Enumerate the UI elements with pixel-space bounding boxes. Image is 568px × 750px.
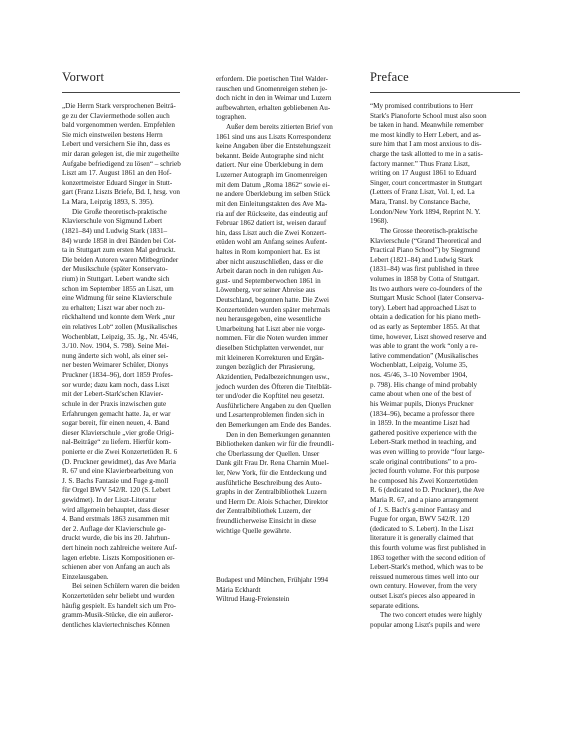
text-line: Löwenberg, vor seiner Abreise aus bbox=[216, 286, 316, 295]
text-line: (dedicated to S. Lebert). In the Liszt bbox=[370, 524, 474, 533]
text-line: gewidmet). In der Liszt-Literatur bbox=[62, 495, 157, 504]
text-line: gust- und Septemberwochen 1861 in bbox=[216, 276, 321, 285]
text-line: doch nicht in den in Weimar und Luzern bbox=[216, 94, 332, 103]
text-line: Bibliotheken danken wir für die freundli- bbox=[216, 440, 334, 449]
text-line: Mara, Transl. by Constance Bache, bbox=[370, 198, 471, 207]
text-line: Klavierschule von Sigmund Lebert bbox=[62, 217, 163, 226]
text-line: London/New York 1894, Reprint N. Y. bbox=[370, 207, 481, 216]
text-line: sure him that I am most anxious to dis- bbox=[370, 140, 482, 149]
text-line: scale original contributions” to a pro- bbox=[370, 457, 477, 466]
text-line: 1863 together with the second edition of bbox=[370, 553, 486, 562]
text-line: Einzelausgaben. bbox=[62, 572, 109, 581]
text-line: gart (Franz Liszts Briefe, Bd. I, hrsg. von bbox=[62, 188, 180, 197]
text-line: Its two authors were co-founders of the bbox=[370, 284, 483, 293]
text-line: tory). Lebert had approached Liszt to bbox=[370, 303, 477, 312]
text-line: Maria R. 67, and a piano arrangement bbox=[370, 495, 479, 504]
text-line: this fourth volume was first published in bbox=[370, 544, 486, 553]
text-line: rauschen und Gnomenreigen stehen je- bbox=[216, 84, 328, 93]
text-line: dieselben Stichplatten verwendet, nur bbox=[216, 344, 324, 353]
text-line: zu erhalten; Liszt war aber noch zu- bbox=[62, 303, 165, 312]
text-line: Luzerner Autograph im Gnomenreigen bbox=[216, 171, 328, 180]
text-line: popular among Liszt's pupils and were bbox=[370, 620, 481, 629]
text-line: mir daran gelegen ist, die mir zugetheilte bbox=[62, 150, 180, 159]
text-line: freundlicherweise Einsicht in diese bbox=[216, 517, 317, 526]
text-line: rium) in Stuttgart. Lebert wandte sich bbox=[62, 274, 170, 283]
text-line: bald vorgenommen werden. Empfehlen bbox=[62, 121, 175, 130]
text-line: ner besten Weimarer Schüler, Dionys bbox=[62, 361, 169, 370]
text-line: zungen bezüglich der Phrasierung, bbox=[216, 363, 315, 372]
text-line: Bei seinen Schülern waren die beiden bbox=[72, 582, 180, 591]
text-line: his Weimar pupils, Dionys Pruckner bbox=[370, 399, 474, 408]
text-line: mit der Lebert-Stark'schen Klavier- bbox=[62, 390, 164, 399]
text-line: ne andere Überklebung im selben Stück bbox=[216, 190, 331, 199]
text-line: own century. However, from the very bbox=[370, 582, 477, 591]
text-line: Klavierschule (“Grand Theoretical and bbox=[370, 236, 482, 245]
text-line: Akzidentien, Pedalbezeichnungen usw., bbox=[216, 372, 330, 381]
text-line: (Letters of Franz Liszt, Vol. I, ed. La bbox=[370, 188, 475, 197]
text-line: (1834–96), became a professor there bbox=[370, 409, 475, 418]
text-line: Deutschland, begonnen hatte. Die Zwei bbox=[216, 296, 330, 305]
text-line: rückhaltend und konnte dem Werk „nur bbox=[62, 313, 175, 322]
preface-text bbox=[370, 102, 510, 631]
text-line: Stuttgart Music School (later Conserva- bbox=[370, 294, 484, 303]
text-line: ponierte er die Zwei Konzertetüden R. 6 bbox=[62, 447, 178, 456]
text-line: came about when one of the best of bbox=[370, 390, 472, 399]
text-line: Practical Piano School”) by Siegmund bbox=[370, 246, 480, 255]
text-line: dentliches klaviertechnisches Können bbox=[62, 620, 170, 629]
text-line: lative commendation” (Musikalisches bbox=[370, 351, 479, 360]
text-line: Aufgabe befriedigend zu lösen“ – schrieb bbox=[62, 159, 181, 168]
text-line: separate editions. bbox=[370, 601, 420, 610]
text-line: der 2. Auflage der Klavierschule ge- bbox=[62, 524, 166, 533]
text-line: sor wurde; dazu kam noch, dass Liszt bbox=[62, 380, 170, 389]
text-line: Die Große theoretisch-praktische bbox=[72, 207, 167, 216]
text-line: ter und/oder die Kopftitel neu gesetzt. bbox=[216, 392, 325, 401]
signature-block bbox=[216, 576, 352, 605]
preface-heading: Preface bbox=[370, 70, 409, 84]
text-line: schule in der Praxis inzwischen gute bbox=[62, 399, 167, 408]
text-line: „Die Herrn Stark versprochenen Beiträ- bbox=[62, 102, 176, 110]
text-line: che Überlassung der Quellen. Unser bbox=[216, 449, 320, 458]
left-heading-rule bbox=[62, 92, 180, 93]
text-line: nos. 45/46, 3–10 November 1904, bbox=[370, 371, 468, 380]
text-line: erfordern. Die poetischen Titel Walder- bbox=[216, 75, 328, 83]
text-line: Wochenblatt, Leipzig, Volume 35, bbox=[370, 361, 468, 370]
text-line: graphs in der Zentralbibliothek Luzern bbox=[216, 488, 327, 497]
text-line: Konzertetüden wurden später mehrmals bbox=[216, 305, 331, 314]
text-line: Mária Eckhardt bbox=[216, 585, 261, 594]
text-line: für Orgel BWV 542/R. 120 (S. Lebert bbox=[62, 486, 171, 495]
text-line: outset Liszt's pieces also appeared in bbox=[370, 592, 475, 601]
text-line: The two concert etudes were highly bbox=[380, 611, 483, 620]
text-line: charge the task allotted to me in a satis- bbox=[370, 150, 483, 159]
text-line: mit kleineren Korrekturen und Ergän- bbox=[216, 353, 325, 362]
text-line: den Bemerkungen am Ende des Bandes. bbox=[216, 420, 332, 429]
text-line: he composed his Zwei Konzertetüden bbox=[370, 476, 478, 485]
text-line: Erfahrungen gemacht hatte. Ja, er war bbox=[62, 409, 171, 418]
text-line: sogar bereit, für einen neuen, 4. Band bbox=[62, 419, 170, 428]
text-line: (1821–84) und Ludwig Stark (1831– bbox=[62, 226, 168, 235]
text-line: (1831–84) was first published in three bbox=[370, 265, 479, 274]
text-line: reissued numerous times well into our bbox=[370, 572, 479, 581]
text-line: druckt wurde, die bis ins 20. Jahrhun- bbox=[62, 534, 170, 543]
text-line: jected fourth volume. For this purpose bbox=[370, 467, 480, 476]
text-line: jedoch wurden des Öfteren die Titelblät- bbox=[216, 382, 332, 391]
text-line: Dank gilt Frau Dr. Rena Charnin Muel- bbox=[216, 459, 329, 468]
text-line: R. 6 (dedicated to D. Pruckner), the Ave bbox=[370, 486, 485, 495]
text-line: nung änderte sich wohl, als einer sei- bbox=[62, 351, 169, 360]
right-heading-rule bbox=[370, 92, 520, 93]
text-line: Budapest und München, Frühjahr 1994 bbox=[216, 576, 329, 584]
text-line: 1861 sind uns aus Liszts Korrespondenz bbox=[216, 132, 332, 141]
text-line: me most kindly to Herr Lebert, and as- bbox=[370, 130, 482, 139]
text-line: ein relatives Lob“ zollen (Musikalisches bbox=[62, 323, 178, 332]
text-line: Wiltrud Haug-Freienstein bbox=[216, 595, 290, 604]
text-line: The Grosse theoretisch-praktische bbox=[380, 226, 478, 235]
text-line: literature it is generally claimed that bbox=[370, 534, 474, 543]
text-line: La Mara, Leipzig 1893, S. 395). bbox=[62, 198, 154, 207]
text-line: of J. S. Bach's g-minor Fantasy and bbox=[370, 505, 472, 514]
text-line: ta in Stuttgart zum ersten Mal gedruckt. bbox=[62, 246, 176, 255]
text-line: ausführliche Beschreibung des Auto- bbox=[216, 478, 322, 487]
text-line: schienen aber von Anfang an auch als bbox=[62, 563, 170, 572]
text-line: Singer, court concertmaster in Stuttgart bbox=[370, 178, 483, 187]
text-line: häufig gespielt. Es handelt sich um Pro- bbox=[62, 601, 177, 610]
text-line: und Lesartenproblemen finden sich in bbox=[216, 411, 325, 420]
text-line: lagen erlebte. Liszts Kompositionen er- bbox=[62, 553, 175, 562]
vorwort-text-continued bbox=[216, 75, 352, 536]
text-line: haltes in Rom komponiert hat. Es ist bbox=[216, 247, 321, 256]
text-line: obtain a dedication for his piano meth- bbox=[370, 313, 481, 322]
text-line: ler, New York, für die Entdeckung und bbox=[216, 468, 327, 477]
text-line: schon im September 1855 an Liszt, um bbox=[62, 284, 174, 293]
text-line: 3./10. Nov. 1904, S. 798). Seine Mei- bbox=[62, 342, 170, 351]
text-line: gathered positive experience with the bbox=[370, 428, 477, 437]
text-line: Lebert (1821–84) and Ludwig Stark bbox=[370, 255, 474, 264]
text-line: datiert. Nur eine Überklebung in dem bbox=[216, 161, 324, 170]
text-line: Wochenblatt, Leipzig, 35. Jg., Nr. 45/46, bbox=[62, 332, 179, 341]
text-line: writing on 17 August 1861 to Eduard bbox=[370, 169, 477, 178]
text-line: aufbewahrten, erhalten gebliebenen Au- bbox=[216, 103, 331, 112]
text-line: time, however, Liszt showed reserve and bbox=[370, 332, 487, 341]
text-line: mit dem Datum „Roma 1862“ sowie ei- bbox=[216, 180, 330, 189]
text-line: od as early as September 1855. At that bbox=[370, 323, 480, 332]
text-line: dert hinein noch zahlreiche weitere Auf- bbox=[62, 544, 178, 553]
text-line: J. S. Bachs Fantasie und Fuge g-moll bbox=[62, 476, 169, 485]
text-line: nal-Beiträge“ zu liefern. Hierfür kom- bbox=[62, 438, 171, 447]
text-line: wird allgemein behauptet, dass dieser bbox=[62, 505, 170, 514]
text-line: was even willing to provide “four large- bbox=[370, 447, 485, 456]
text-line: Februar 1862 datiert ist, weisen darauf bbox=[216, 219, 327, 228]
text-line: neu herausgegeben, eine wesentliche bbox=[216, 315, 322, 324]
text-line: Konzertetüden sehr beliebt und wurden bbox=[62, 592, 175, 601]
text-line: Fugue for organ, BWV 542/R. 120 bbox=[370, 515, 470, 524]
text-line: Pruckner (1834–96), dort 1859 Profes- bbox=[62, 371, 173, 380]
text-line: keine Angaben über die Entstehungszeit bbox=[216, 142, 331, 151]
text-line: 1968). bbox=[370, 217, 389, 226]
text-line: R. 67 und eine Klavierbearbeitung von bbox=[62, 467, 174, 476]
text-line: Umarbeitung hat Liszt aber nie vorge- bbox=[216, 324, 326, 333]
text-line: in 1859. In the meantime Liszt had bbox=[370, 419, 470, 428]
text-line: “My promised contributions to Herr bbox=[370, 102, 474, 110]
text-line: dieser Klavierschule „vier große Origi- bbox=[62, 428, 174, 437]
text-line: ria auf der Rückseite, das eindeutig auf bbox=[216, 209, 328, 218]
text-line: 4. Band erstmals 1863 zusammen mit bbox=[62, 515, 170, 524]
text-line: be taken in hand. Meanwhile remember bbox=[370, 121, 484, 130]
text-line: hin, dass Liszt auch die Zwei Konzert- bbox=[216, 228, 327, 237]
text-line: volumes in 1858 by Cotta of Stuttgart. bbox=[370, 274, 480, 283]
text-line: Stark's Pianoforte School must also soon bbox=[370, 111, 487, 120]
text-line: gramm-Musik-Stücke, die ein außeror- bbox=[62, 611, 174, 620]
text-line: Lebert-Stark's method, which was to be bbox=[370, 563, 484, 572]
text-line: (D. Pruckner gewidmet), das Ave Maria bbox=[62, 457, 176, 466]
text-line: Sie mich einstweilen bestens Herrn bbox=[62, 130, 163, 139]
vorwort-heading: Vorwort bbox=[62, 70, 105, 84]
text-line: nommen. Für die Noten wurden immer bbox=[216, 334, 328, 343]
text-line: Außer dem bereits zitierten Brief von bbox=[226, 123, 333, 132]
text-line: und Herrn Dr. Alois Schacher, Direktor bbox=[216, 497, 329, 506]
text-line: Die beiden Autoren waren Mitbegründer bbox=[62, 255, 179, 264]
text-line: Lebert und versichern Sie ihn, dass es bbox=[62, 140, 171, 149]
text-line: Arbeit daran noch in den ruhigen Au- bbox=[216, 267, 324, 276]
text-line: mit den Einleitungstakten des Ave Ma- bbox=[216, 199, 328, 208]
text-line: was able to grant the work “only a re- bbox=[370, 342, 478, 351]
text-line: aber nicht auszuschließen, dass er die bbox=[216, 257, 324, 266]
text-line: eine Widmung für seine Klavierschule bbox=[62, 294, 172, 303]
text-line: ge zu der Claviermethode sollen auch bbox=[62, 111, 170, 120]
vorwort-text bbox=[62, 102, 188, 631]
text-line: wichtige Quelle gewährte. bbox=[216, 526, 292, 535]
text-line: Ausführlichere Angaben zu den Quellen bbox=[216, 401, 332, 410]
text-line: Liszt am 17. August 1861 an den Hof- bbox=[62, 169, 172, 178]
text-line: tographen. bbox=[216, 113, 247, 122]
text-line: konzertmeister Eduard Singer in Stutt- bbox=[62, 178, 173, 187]
text-line: der Zentralbibliothek Luzern, der bbox=[216, 507, 312, 516]
text-line: p. 798). His change of mind probably bbox=[370, 380, 478, 389]
text-line: der Musikschule (später Konservato- bbox=[62, 265, 168, 274]
text-line: Lebert-Stark method in teaching, and bbox=[370, 438, 477, 447]
text-line: 84) wurde 1858 in drei Bänden bei Cot- bbox=[62, 236, 177, 245]
text-line: bekannt. Beide Autographe sind nicht bbox=[216, 151, 324, 160]
text-line: etüden wohl am Anfang seines Aufent- bbox=[216, 238, 328, 247]
text-line: factory manner.” Thus Franz Liszt, bbox=[370, 159, 470, 168]
text-line: Den in den Bemerkungen genannten bbox=[226, 430, 331, 439]
